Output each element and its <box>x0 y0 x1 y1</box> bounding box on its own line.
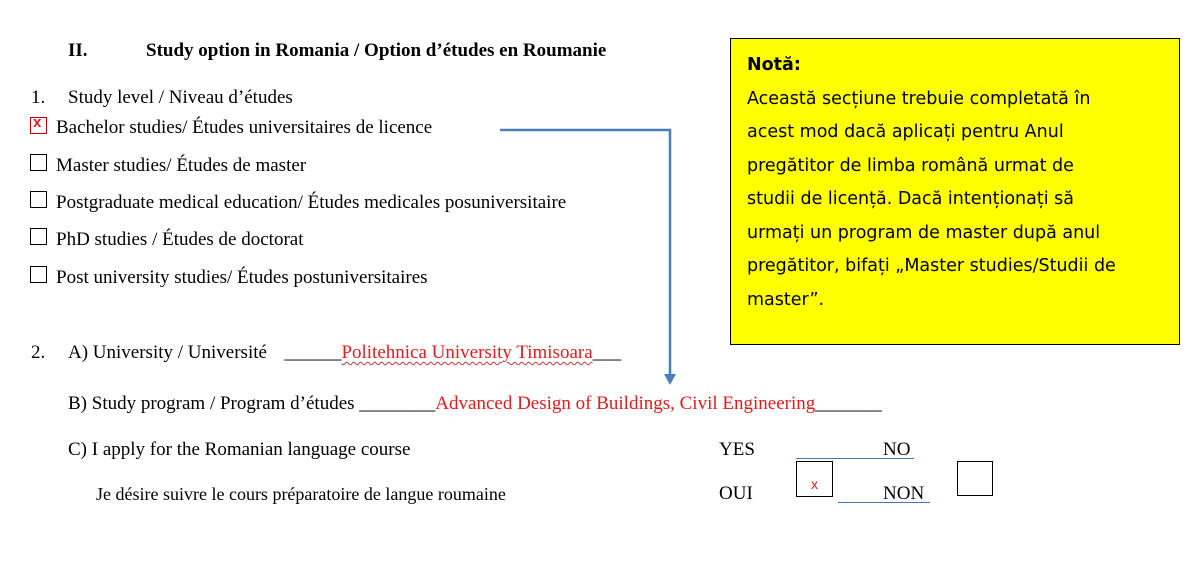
option-label-phd: PhD studies / Études de doctorat <box>56 229 304 250</box>
note-line: pregătitor de limba română urmat de <box>747 155 1074 176</box>
university-value[interactable]: Politehnica University Timisoara <box>341 342 593 363</box>
option-label-postgraduate: Postgraduate medical education/ Études medicales posuniversitaire <box>56 192 567 213</box>
study-program-blank-after: _______ <box>815 393 882 414</box>
yes-check-mark: x <box>811 476 818 492</box>
note-line: acest mod dacă aplicați pentru Anul <box>747 122 1064 142</box>
option-label-bachelor: Bachelor studies/ Études universitaires de licence <box>56 117 433 138</box>
q2-number: 2. <box>31 342 46 363</box>
university-blank-before: ______ <box>284 342 342 363</box>
oui-label: OUI <box>719 483 753 504</box>
study-program-value[interactable]: Advanced Design of Buildings, Civil Engineering <box>435 393 816 414</box>
section-title: Study option in Romania / Option d’études en Roumanie <box>146 40 607 61</box>
phd-checkbox[interactable] <box>30 228 47 245</box>
note-line: studii de licență. Dacă intenționați să <box>747 189 1074 209</box>
option-label-post-university: Post university studies/ Études postuniversitaires <box>56 267 428 288</box>
q2c-label-en: C) I apply for the Romanian language course <box>68 439 411 460</box>
bachelor-checkbox[interactable] <box>30 114 47 134</box>
note-line: Această secțiune trebuie completată în <box>747 88 1091 109</box>
check-mark: x <box>33 114 42 131</box>
q1-number: 1. <box>31 87 46 108</box>
yes-checkbox[interactable] <box>796 461 833 497</box>
no-label: NO <box>883 439 911 460</box>
note-line: pregătitor, bifați „Master studies/Studii de <box>747 256 1116 276</box>
no-checkbox[interactable] <box>957 461 993 496</box>
master-checkbox[interactable] <box>30 154 47 171</box>
university-label: A) University / Université <box>68 342 267 363</box>
note-line: master”. <box>747 289 825 310</box>
note-line: urmați un program de master după anul <box>747 222 1101 243</box>
q1-label: Study level / Niveau d’études <box>68 87 293 108</box>
option-label-master: Master studies/ Études de master <box>56 155 307 176</box>
postgraduate-checkbox[interactable] <box>30 191 47 208</box>
q2a-line <box>68 342 621 364</box>
q2c-label-fr: Je désire suivre le cours préparatoire de langue roumaine <box>96 484 506 504</box>
q2b-line <box>68 393 882 415</box>
study-program-blank-before: ________ <box>359 393 436 414</box>
non-label: NON <box>883 483 925 504</box>
note-title: Notă: <box>747 55 801 75</box>
note-box <box>730 38 1180 345</box>
section-number: II. <box>68 40 88 61</box>
post-university-checkbox[interactable] <box>30 266 47 283</box>
study-program-label: B) Study program / Program d’études <box>68 393 355 414</box>
university-blank-after: ___ <box>592 342 622 363</box>
yes-label: YES <box>719 439 755 460</box>
